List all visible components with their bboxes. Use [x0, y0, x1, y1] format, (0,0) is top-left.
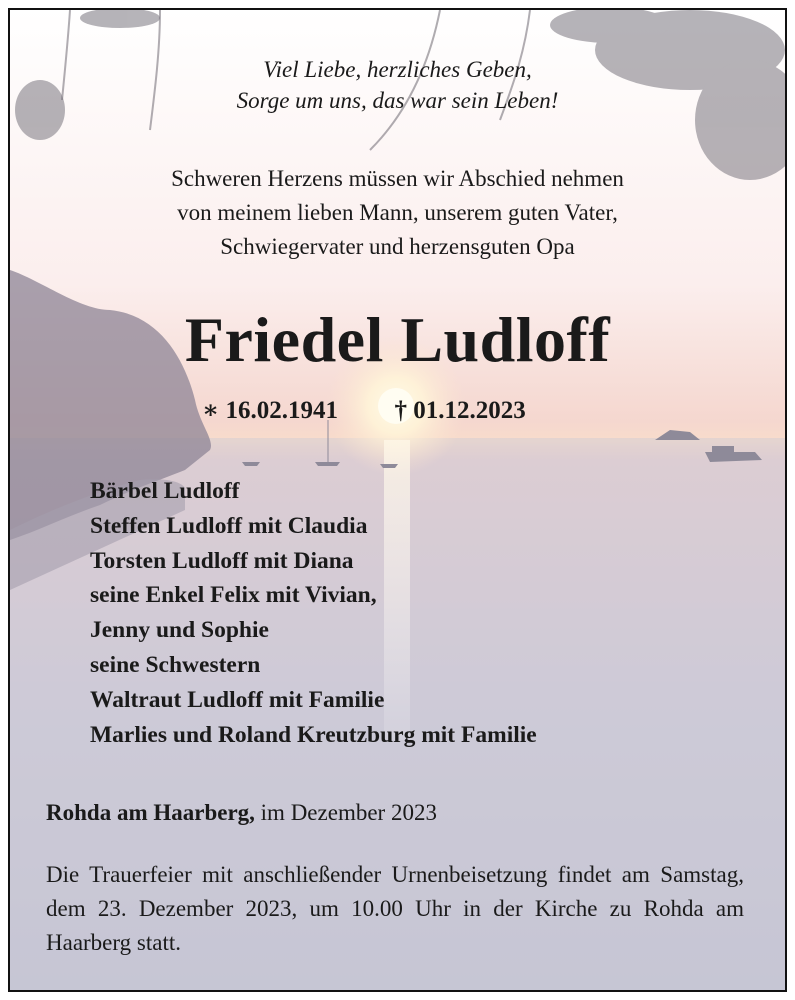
place-date: im Dezember 2023: [260, 800, 437, 825]
mourner-entry: Steffen Ludloff mit Claudia: [90, 512, 368, 539]
mourner-entry: Marlies und Roland Kreutzburg mit Familie: [90, 721, 537, 748]
funeral-notice: Die Trauerfeier mit anschließender Urnenbeisetzung findet am Samstag, dem 23. Dezember 2023, um 10.00 Uhr in der Kirche zu Rohda am Haarberg statt.: [46, 862, 744, 955]
motto-verse: [10, 54, 785, 116]
deceased-name: Friedel Ludloff: [184, 304, 611, 375]
mourner-entry: seine Schwestern: [90, 651, 261, 678]
place-date-line: [46, 796, 437, 830]
motto-line: Viel Liebe, herzliches Geben,: [263, 57, 532, 82]
mourners-list: [90, 474, 537, 752]
life-dates: [202, 391, 526, 431]
intro-line: Schweren Herzens müssen wir Abschied nehmen: [171, 166, 624, 191]
mourner-entry: Bärbel Ludloff: [90, 478, 240, 504]
mourner-entry: seine Enkel Felix mit Vivian,: [90, 582, 377, 609]
cross-icon: †: [394, 397, 408, 424]
mourner-entry: Waltraut Ludloff mit Familie: [90, 686, 385, 713]
mourner-entry: Torsten Ludloff mit Diana: [90, 547, 354, 574]
intro-text: [10, 162, 785, 264]
birth-date: 16.02.1941: [225, 397, 339, 424]
intro-line: von meinem lieben Mann, unserem guten Vater,: [177, 200, 618, 225]
place-name: Rohda am Haarberg,: [46, 800, 255, 825]
star-icon: ∗: [202, 397, 220, 424]
intro-line: Schwiegervater und herzensguten Opa: [220, 234, 575, 259]
obituary-frame: [8, 8, 787, 992]
mourner-entry: Jenny und Sophie: [90, 617, 269, 644]
motto-line: Sorge um uns, das war sein Leben!: [236, 88, 559, 113]
death-date: 01.12.2023: [413, 397, 526, 424]
